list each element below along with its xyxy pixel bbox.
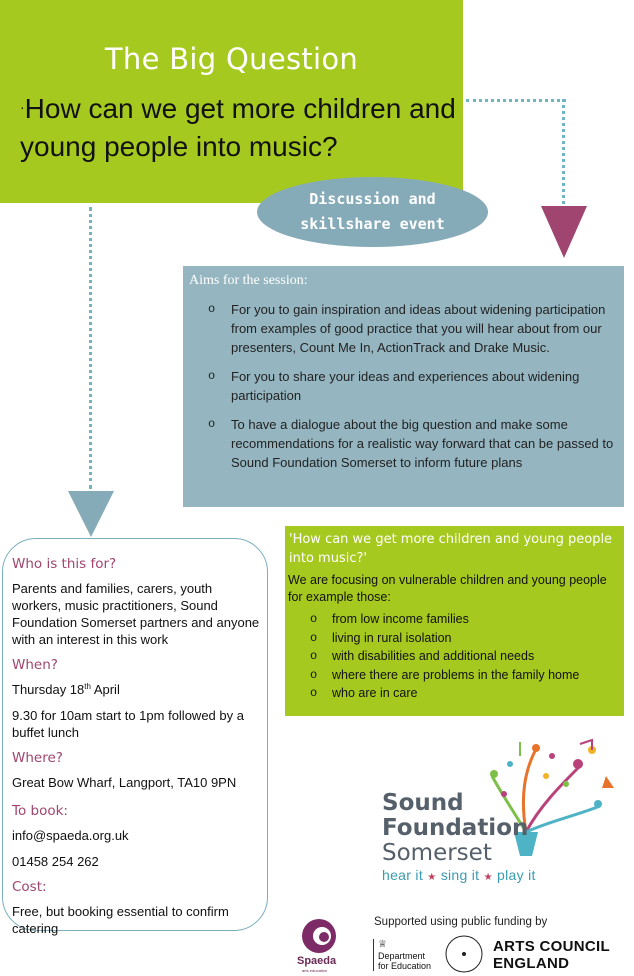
focus-item: o with disabilities and additional needs [310,647,579,666]
spaeda-logo: Spaeda arts education [289,917,349,973]
sound-foundation-name: Sound Foundation Somerset [382,790,529,866]
connector-dots-right-down [562,99,565,204]
list-bullet: o [208,302,216,316]
sound-foundation-tagline: hear it ★ sing it ★ play it [382,867,536,883]
arrow-down-blue [68,491,114,537]
star-icon: ★ [427,872,437,883]
arts-council-seal-icon [442,932,486,976]
focus-list [310,610,579,703]
funding-statement: Supported using public funding by [374,916,548,928]
when-date: Thursday 18th April [12,682,120,697]
aims-list [208,300,618,482]
where-text: Great Bow Wharf, Langport, TA10 9PN [12,775,237,790]
connector-dots-right [466,99,566,102]
list-bullet: o [310,649,318,664]
focus-panel [285,526,624,716]
event-type-badge [257,177,488,247]
book-email[interactable]: info@spaeda.org.uk [12,828,129,843]
big-question [20,88,460,166]
event-details-panel [2,538,268,936]
funding-block [366,912,624,976]
who-heading: Who is this for? [12,556,117,572]
focus-item: o who are in care [310,684,579,703]
focus-question: 'How can we get more children and young people into music?' [289,532,613,566]
when-time: 9.30 for 10am start to 1pm followed by a buffet lunch [12,708,244,740]
book-heading: To book: [12,803,68,819]
spaeda-swirl-icon [297,917,341,957]
list-bullet: o [208,417,216,431]
list-bullet: o [208,369,216,383]
aims-item: o To have a dialogue about the big question and make some recommendations for a realistic way forward that can be passed to Sound Foundation Somerset to inform future plans [208,417,614,470]
where-heading: Where? [12,750,63,766]
arts-council-logo: ARTS COUNCIL ENGLAND [493,938,610,972]
dfe-logo: ♕ Department for Education [373,939,433,971]
who-text: Parents and families, carers, youth workers, music practitioners, Sound Foundation Somerset partners and anyone with an interest in this work [12,581,260,647]
arrow-down-purple [541,206,587,258]
cost-text: Free, but booking essential to confirm catering [12,904,229,936]
event-type-label: Discussion and skillshare event [300,190,445,233]
book-phone[interactable]: 01458 254 262 [12,854,99,869]
star-icon: ★ [483,872,493,883]
list-bullet: o [310,612,318,626]
aims-panel [183,266,624,507]
aims-item: o For you to gain inspiration and ideas about widening participation from examples of good practice that you will hear about from our presenters, Count Me In, ActionTrack and Drake Music. [208,302,606,355]
header-panel [0,0,463,203]
list-bullet: o [310,667,318,682]
question-text: How can we get more children and young people into music? [20,93,456,162]
page-title: The Big Question [104,42,359,76]
focus-item: o living in rural isolation [310,629,579,648]
connector-dots-left [89,207,92,489]
focus-intro: We are focusing on vulnerable children and young people for example those: [288,573,607,604]
focus-item: o from low income families [310,610,579,629]
list-bullet: o [310,630,318,645]
aims-item: o For you to share your ideas and experiences about widening participation [208,369,580,403]
sound-foundation-logo [380,736,620,886]
focus-item: o where there are problems in the family home [310,666,579,685]
list-bullet: o [310,686,318,701]
when-heading: When? [12,657,58,673]
cost-heading: Cost: [12,879,47,895]
question-bullet: · [20,99,25,115]
aims-heading: Aims for the session: [189,273,308,288]
crest-icon: ♕ [378,939,387,950]
